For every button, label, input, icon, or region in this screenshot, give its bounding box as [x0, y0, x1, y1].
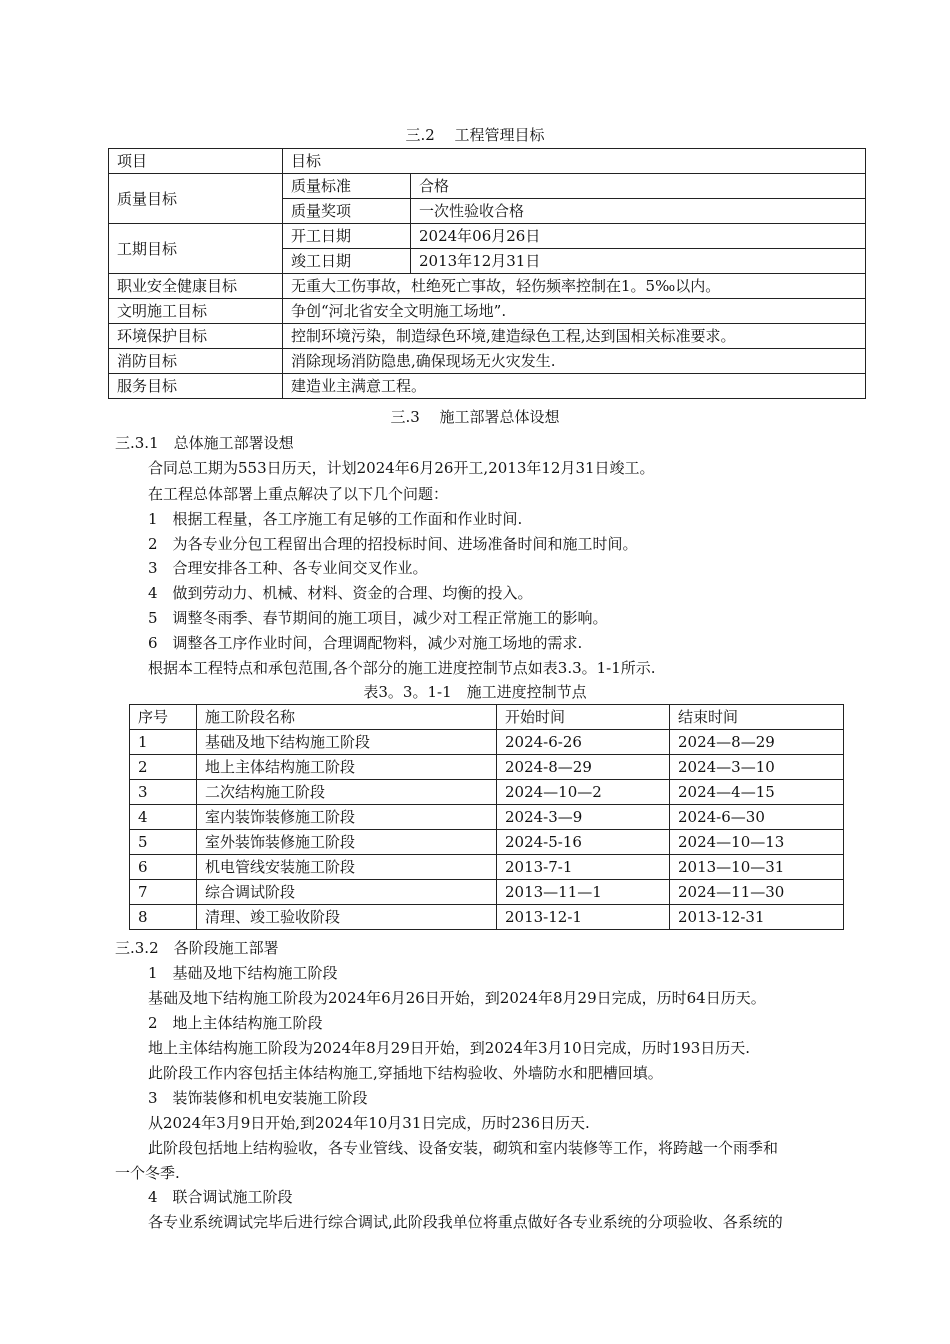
- table-row: [130, 755, 844, 780]
- table-cell: 质量奖项: [283, 199, 411, 224]
- table-cell: 目标: [283, 149, 866, 174]
- table-header-row: [130, 705, 844, 730]
- table-cell: 项目: [109, 149, 283, 174]
- paragraph: 基础及地下结构施工阶段为2024年6月26日开始，到2024年8月29日完成，历时64日历天。: [148, 989, 766, 1007]
- table-cell: 2024-6-26: [497, 730, 670, 755]
- table-cell: 二次结构施工阶段: [197, 780, 497, 805]
- list-item: 1 根据工程量，各工序施工有足够的工作面和作业时间.: [148, 510, 523, 528]
- table-cell: 6: [130, 855, 197, 880]
- table-cell: 文明施工目标: [109, 299, 283, 324]
- table-row: [109, 224, 866, 249]
- subsection-title: 4 联合调试施工阶段: [148, 1188, 293, 1206]
- table-cell: 2013—10—31: [670, 855, 844, 880]
- table-row: [130, 780, 844, 805]
- table-cell: 一次性验收合格: [411, 199, 866, 224]
- schedule-table: [129, 704, 844, 930]
- table-cell: 2: [130, 755, 197, 780]
- section-3-3-title: 三.3 施工部署总体设想: [390, 408, 560, 426]
- table-cell: 2024—10—2: [497, 780, 670, 805]
- paragraph: 合同总工期为553日历天，计划2024年6月26开工,2013年12月31日竣工。: [148, 459, 655, 477]
- table-cell: 2024-8—29: [497, 755, 670, 780]
- heading-3-3-1: 三.3.1 总体施工部署设想: [115, 434, 294, 452]
- table-cell: 工期目标: [109, 224, 283, 274]
- table-row: [109, 374, 866, 399]
- section-3-2-title: 三.2 工程管理目标: [405, 126, 545, 144]
- table-cell: 室外装饰装修施工阶段: [197, 830, 497, 855]
- paragraph: 在工程总体部署上重点解决了以下几个问题：: [148, 485, 449, 503]
- table-cell: 消防目标: [109, 349, 283, 374]
- table-cell: 清理、竣工验收阶段: [197, 905, 497, 930]
- table-cell: 7: [130, 880, 197, 905]
- management-goals-table: [108, 148, 866, 399]
- table-row: [130, 830, 844, 855]
- table-cell: 2013-12-31: [670, 905, 844, 930]
- table-cell: 环境保护目标: [109, 324, 283, 349]
- paragraph: 各专业系统调试完毕后进行综合调试,此阶段我单位将重点做好各专业系统的分项验收、各系统的: [148, 1213, 783, 1231]
- table-cell: 控制环境污染，制造绿色环境,建造绿色工程,达到国相关标准要求。: [283, 324, 866, 349]
- schedule-table-caption: 表3。3。1-1 施工进度控制节点: [363, 683, 587, 701]
- table-cell: 8: [130, 905, 197, 930]
- paragraph: 从2024年3月9日开始,到2024年10月31日完成，历时236日历天.: [148, 1114, 590, 1132]
- table-cell: 建造业主满意工程。: [283, 374, 866, 399]
- table-cell: 4: [130, 805, 197, 830]
- table-cell: 2013-12-1: [497, 905, 670, 930]
- table-cell: 2013—11—1: [497, 880, 670, 905]
- column-header: 序号: [130, 705, 197, 730]
- list-item: 2 为各专业分包工程留出合理的招投标时间、进场准备时间和施工时间。: [148, 535, 638, 553]
- table-cell: 基础及地下结构施工阶段: [197, 730, 497, 755]
- table-cell: 消除现场消防隐患,确保现场无火灾发生.: [283, 349, 866, 374]
- table-cell: 2013-7-1: [497, 855, 670, 880]
- list-item: 4 做到劳动力、机械、材料、资金的合理、均衡的投入。: [148, 584, 533, 602]
- table-cell: 1: [130, 730, 197, 755]
- table-cell: 2024年06月26日: [411, 224, 866, 249]
- table-row: [130, 730, 844, 755]
- subsection-title: 2 地上主体结构施工阶段: [148, 1014, 323, 1032]
- table-row: [109, 274, 866, 299]
- list-item: 6 调整各工序作业时间，合理调配物料，减少对施工场地的需求.: [148, 634, 583, 652]
- table-row: [109, 324, 866, 349]
- table-cell: 服务目标: [109, 374, 283, 399]
- table-cell: 2024—8—29: [670, 730, 844, 755]
- table-cell: 综合调试阶段: [197, 880, 497, 905]
- table-row: [109, 349, 866, 374]
- table-cell: 开工日期: [283, 224, 411, 249]
- paragraph-continuation: 一个冬季.: [115, 1164, 180, 1182]
- column-header: 施工阶段名称: [197, 705, 497, 730]
- table-cell: 2024—4—15: [670, 780, 844, 805]
- table-cell: 地上主体结构施工阶段: [197, 755, 497, 780]
- column-header: 结束时间: [670, 705, 844, 730]
- paragraph: 此阶段包括地上结构验收，各专业管线、设备安装，砌筑和室内装修等工作，将跨越一个雨季和: [148, 1139, 779, 1157]
- table-row: [130, 880, 844, 905]
- table-cell: 2013年12月31日: [411, 249, 866, 274]
- table-cell: 2024—11—30: [670, 880, 844, 905]
- table-cell: 无重大工伤事故，杜绝死亡事故，轻伤频率控制在1。5‰以内。: [283, 274, 866, 299]
- paragraph: 地上主体结构施工阶段为2024年8月29日开始，到2024年3月10日完成，历时193日历天.: [148, 1039, 751, 1057]
- table-row: [130, 905, 844, 930]
- table-row: [130, 855, 844, 880]
- heading-3-3-2: 三.3.2 各阶段施工部署: [115, 939, 279, 957]
- table-cell: 合格: [411, 174, 866, 199]
- table-cell: 5: [130, 830, 197, 855]
- table-row: [109, 299, 866, 324]
- list-item: 3 合理安排各工种、各专业间交叉作业。: [148, 559, 428, 577]
- subsection-title: 1 基础及地下结构施工阶段: [148, 964, 338, 982]
- table-cell: 2024-5-16: [497, 830, 670, 855]
- table-cell: 2024—3—10: [670, 755, 844, 780]
- paragraph: 此阶段工作内容包括主体结构施工,穿插地下结构验收、外墙防水和肥槽回填。: [148, 1064, 663, 1082]
- table-cell: 质量标准: [283, 174, 411, 199]
- table-cell: 质量目标: [109, 174, 283, 224]
- table-cell: 机电管线安装施工阶段: [197, 855, 497, 880]
- table-cell: 室内装饰装修施工阶段: [197, 805, 497, 830]
- table-cell: 2024—10—13: [670, 830, 844, 855]
- table-cell: 3: [130, 780, 197, 805]
- subsection-title: 3 装饰装修和机电安装施工阶段: [148, 1089, 368, 1107]
- table-row: [109, 174, 866, 199]
- table-row: [130, 805, 844, 830]
- table-cell: 2024-6—30: [670, 805, 844, 830]
- paragraph: 根据本工程特点和承包范围,各个部分的施工进度控制节点如表3.3。1-1所示.: [148, 659, 656, 677]
- table-cell: 职业安全健康目标: [109, 274, 283, 299]
- table-cell: 争创“河北省安全文明施工场地”.: [283, 299, 866, 324]
- list-item: 5 调整冬雨季、春节期间的施工项目，减少对工程正常施工的影响。: [148, 609, 608, 627]
- table-cell: 竣工日期: [283, 249, 411, 274]
- table-cell: 2024-3—9: [497, 805, 670, 830]
- column-header: 开始时间: [497, 705, 670, 730]
- table-row: [109, 149, 866, 174]
